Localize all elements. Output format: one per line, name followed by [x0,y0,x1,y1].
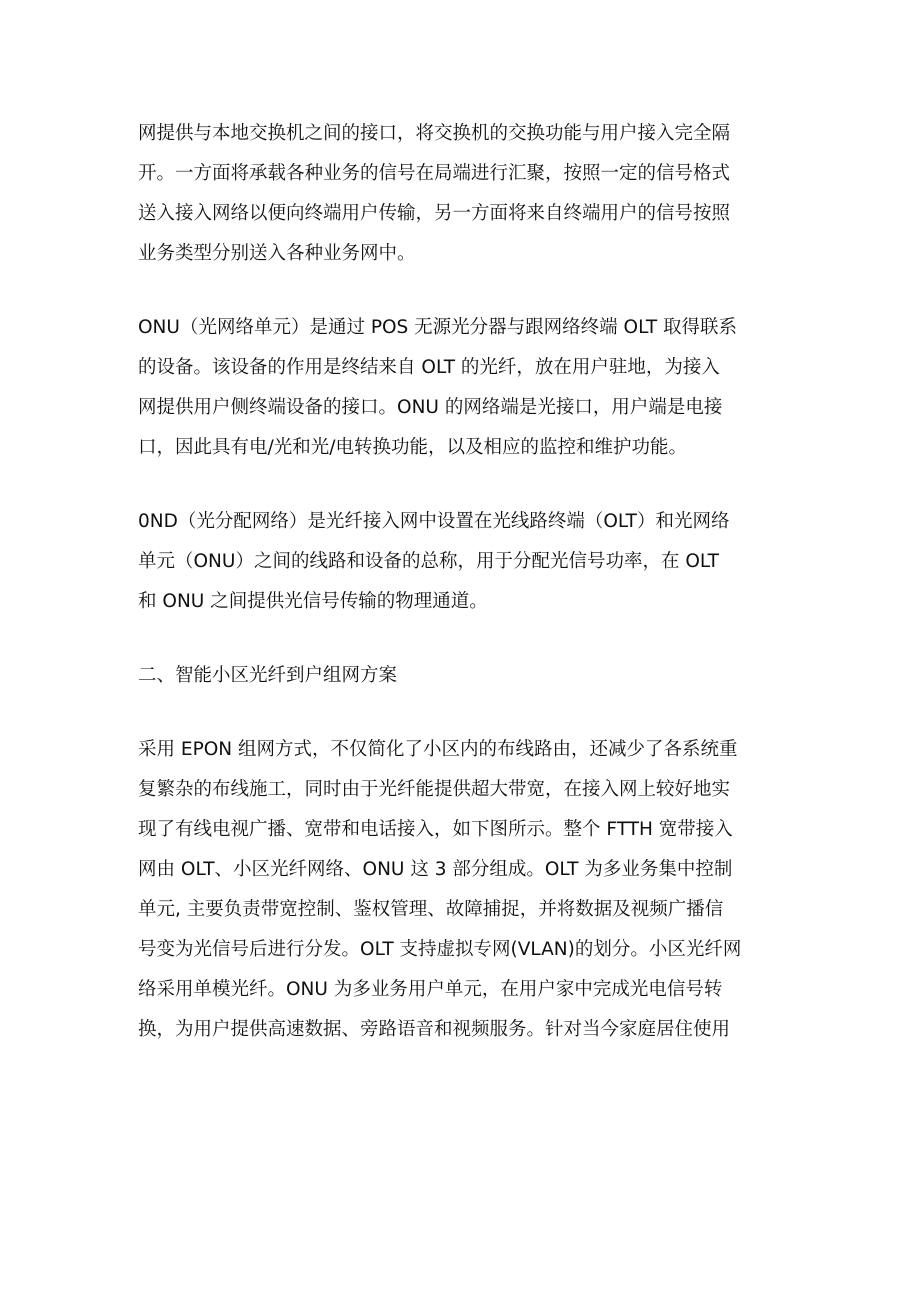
text-line: 口，因此具有电/光和光/电转换功能，以及相应的监控和维护功能。 [138,437,687,458]
text-line: 开。一方面将承载各种业务的信号在局端进行汇聚，按照一定的信号格式 [138,163,731,184]
text-line: 和 ONU 之间提供光信号传输的物理通道。 [138,591,488,612]
text-line: 网由 OLT、小区光纤网络、ONU 这 3 部分组成。OLT 为多业务集中控制 [138,859,733,880]
text-line: 单元, 主要负责带宽控制、鉴权管理、故障捕捉，并将数据及视频广播信 [138,899,724,920]
paragraph-spacer [138,468,788,502]
paragraph-access-network-interface [138,114,788,274]
text-line: 业务类型分别送入各种业务网中。 [138,243,416,264]
text-line: 采用 EPON 组网方式，不仅简化了小区内的布线路由，还减少了各系统重 [138,739,738,760]
text-line: 换，为用户提供高速数据、旁路语音和视频服务。针对当今家庭居住使用 [138,1019,731,1040]
text-line: 的设备。该设备的作用是终结来自 OLT 的光纤，放在用户驻地，为接入 [138,357,720,378]
text-line: 号变为光信号后进行分发。OLT 支持虚拟专网(VLAN)的划分。小区光纤网 [138,939,742,960]
text-line: 现了有线电视广播、宽带和电话接入，如下图所示。整个 FTTH 宽带接入 [138,819,733,840]
text-line: 网提供与本地交换机之间的接口，将交换机的交换功能与用户接入完全隔 [138,123,731,144]
text-line: ONU（光网络单元）是通过 POS 无源光分器与跟网络终端 OLT 取得联系 [138,317,738,338]
paragraph-onu [138,308,788,468]
paragraph-epon-scheme [138,730,788,1050]
text-line: 复繁杂的布线施工，同时由于光纤能提供超大带宽，在接入网上较好地实 [138,779,731,800]
document-body [138,114,788,1050]
paragraph-spacer [138,622,788,656]
text-line: 网提供用户侧终端设备的接口。ONU 的网络端是光接口，用户端是电接 [138,397,723,418]
paragraph-odn [138,502,788,622]
text-line: 送入接入网络以便向终端用户传输，另一方面将来自终端用户的信号按照 [138,203,731,224]
section-heading-text: 二、智能小区光纤到户组网方案 [138,665,398,686]
text-line: 络采用单模光纤。ONU 为多业务用户单元，在用户家中完成光电信号转 [138,979,723,1000]
text-line: 0ND（光分配网络）是光纤接入网中设置在光线路终端（OLT）和光网络 [138,511,730,532]
text-line: 单元（ONU）之间的线路和设备的总称，用于分配光信号功率，在 OLT [138,551,719,572]
section-heading [138,656,788,696]
paragraph-spacer [138,696,788,730]
paragraph-spacer [138,274,788,308]
